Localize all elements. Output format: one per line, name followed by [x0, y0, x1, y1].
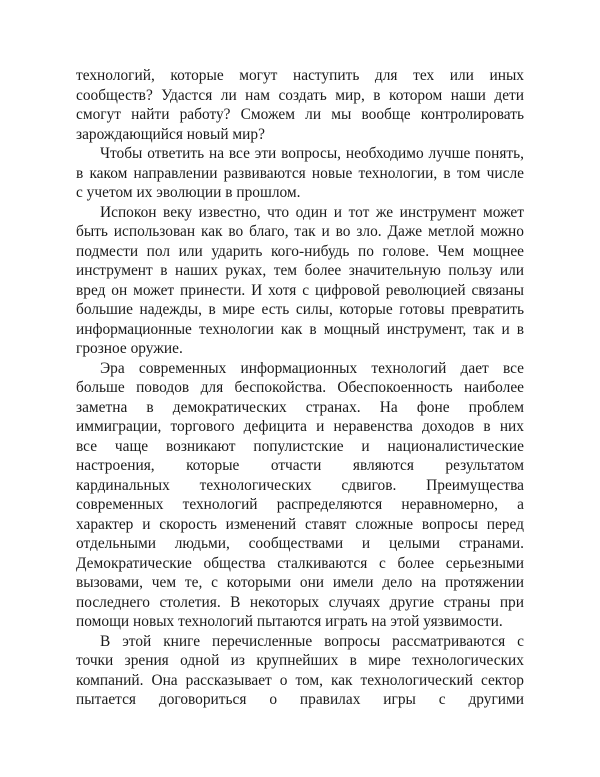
text-line: все чаще возникают популистские и националистические [76, 437, 524, 455]
text-line: настроения, которые отчасти являются результатом [76, 457, 524, 474]
text-line: зарождающийся новый мир? [76, 125, 265, 143]
text-line: в каком направлении развиваются новые технологии, в том числе [76, 164, 524, 182]
text-line: быть использован как во благо, так и во зло. Даже метлой можно [76, 223, 524, 240]
text-line: отдельными людьми, сообществами и целыми странами. [76, 535, 524, 552]
text-line: подмести пол или ударить кого-нибудь по голове. Чем мощнее [76, 242, 524, 260]
text-line: инструмент в наших руках, тем более значительную пользу или [76, 262, 524, 279]
text-line: кардинальных технологических сдвигов. Преимущества [76, 476, 524, 494]
text-line: В этой книге перечисленные вопросы рассматриваются с [100, 632, 524, 650]
text-line: с учетом их эволюции в прошлом. [76, 184, 301, 201]
text-line: вред он может принести. И хотя с цифровой революцией связаны [76, 281, 524, 299]
text-line: Испокон веку известно, что один и тот же инструмент может [100, 203, 524, 221]
text-line: последнего столетия. В некоторых случаях другие страны при [76, 593, 524, 611]
paragraph [76, 203, 524, 359]
text-line: пытается договориться о правилах игры с другими [76, 691, 524, 708]
text-line: технологий, которые могут наступить для тех или иных [76, 67, 524, 84]
text-line: сообществ? Удастся ли нам создать мир, в котором наши дети [76, 86, 524, 104]
text-line: информационные технологии как в мощный инструмент, так и в [76, 320, 524, 338]
paragraph [76, 632, 524, 710]
paragraph [76, 144, 524, 203]
paragraph [76, 66, 524, 144]
text-line: Чтобы ответить на все эти вопросы, необходимо лучше понять, [100, 145, 524, 162]
text-line: компаний. Она рассказывает о том, как технологический сектор [76, 671, 524, 689]
text-line: большие надежды, в мире есть силы, которые готовы превратить [76, 301, 524, 318]
document-page [76, 66, 524, 710]
text-line: Эра современных информационных технологий дает все [100, 359, 524, 377]
text-line: грозное оружие. [76, 340, 183, 357]
text-line: вызовами, чем те, с которыми они имели дело на протяжении [76, 574, 524, 591]
text-line: заметна в демократических странах. На фоне проблем [76, 398, 524, 416]
text-line: помощи новых технологий пытаются играть на этой уязвимости. [76, 613, 503, 630]
text-line: характер и скорость изменений ставят сложные вопросы перед [76, 515, 524, 533]
paragraph [76, 359, 524, 632]
text-line: иммиграции, торгового дефицита и неравенства доходов в них [76, 418, 524, 435]
text-line: современных технологий распределяются неравномерно, а [76, 496, 524, 513]
text-line: смогут найти работу? Сможем ли мы вообще контролировать [76, 106, 524, 123]
text-line: Демократические общества сталкиваются с более серьезными [76, 554, 524, 572]
text-line: точки зрения одной из крупнейших в мире технологических [76, 652, 524, 669]
text-line: больше поводов для беспокойства. Обеспокоенность наиболее [76, 379, 524, 396]
